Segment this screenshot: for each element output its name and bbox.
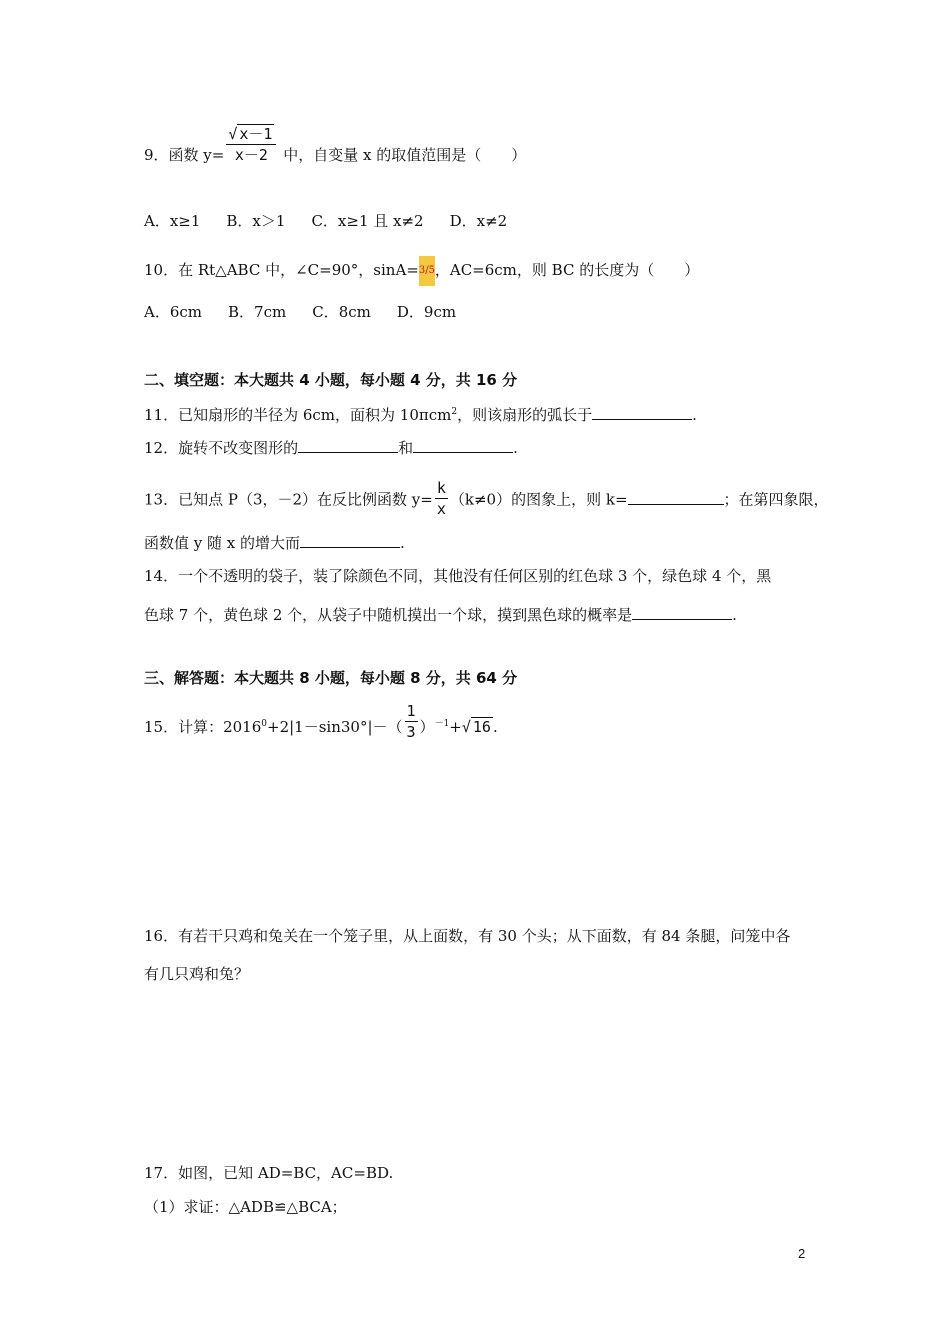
q10-option-a: A．6cm (144, 303, 203, 321)
q9-suffix: 中，自变量 x 的取值范围是（ ） (278, 146, 527, 164)
q13-mid: （k≠0）的图象上，则 k= (449, 490, 628, 509)
q9-option-c: C．x≥1 且 x≠2 (311, 212, 424, 230)
q12-answer-blank-1[interactable] (298, 437, 398, 453)
q11-end: . (692, 406, 697, 424)
q9-prefix: 9．函数 y= (144, 146, 225, 164)
q13-line2: 函数值 y 随 x 的增大而 (144, 534, 301, 552)
q12-prefix: 12．旋转不改变图形的 (144, 439, 299, 457)
q15-sqrt: √ 16 (461, 718, 491, 736)
q14-answer-blank[interactable] (632, 604, 732, 620)
q17-line1: 17．如图，已知 AD=BC，AC=BD. (144, 1164, 394, 1182)
q9-option-d: D．x≠2 (449, 212, 508, 230)
q13-end: . (400, 534, 405, 552)
q16-line2: 有几只鸡和兔？ (144, 965, 250, 983)
q11-answer-blank[interactable] (592, 404, 692, 420)
question-17 (144, 1163, 393, 1183)
q15-after: ） (419, 718, 435, 736)
question-14-line2 (144, 604, 737, 625)
q17-line2: （1）求证：△ADB≌△BCA； (144, 1198, 347, 1216)
q15-superscript-1: －1 (434, 719, 450, 729)
q15-superscript-0: 0 (261, 719, 267, 729)
question-11 (144, 402, 697, 425)
q14-line2: 色球 7 个，黄色球 2 个，从袋子中随机摸出一个球，摸到黑色球的概率是 (144, 606, 633, 624)
q15-prefix: 15．计算：2016 (144, 718, 262, 736)
q13-fraction (435, 478, 448, 519)
q11-suffix: ，则该扇形的弧长于 (457, 406, 593, 424)
q13-numerator: k (436, 479, 446, 497)
section-2-title: 二、填空题：本大题共 4 小题，每小题 4 分，共 16 分 (144, 371, 518, 389)
q13-after: ；在第四象限， (723, 490, 829, 509)
q15-denominator: 3 (406, 722, 416, 741)
q10-option-b: B．7cm (228, 303, 287, 321)
question-13-line2 (144, 532, 405, 553)
q10-option-c: C．8cm (312, 303, 371, 321)
q12-answer-blank-2[interactable] (413, 437, 513, 453)
question-12 (144, 437, 518, 458)
question-16 (144, 926, 790, 946)
q14-line1: 14．一个不透明的袋子，装了除颜色不同，其他没有任何区别的红色球 3 个，绿色球 4 个，黑 (144, 567, 772, 585)
q12-end: . (513, 439, 518, 457)
section-3-title: 三、解答题：本大题共 8 小题，每小题 8 分，共 64 分 (144, 669, 518, 687)
q12-mid: 和 (398, 439, 414, 457)
q9-fraction: $\frac{√ x-1}{x-2}$ (226, 124, 276, 165)
q15-sqrt-value: 16 (472, 718, 491, 736)
q9-denominator: x－2 (234, 145, 268, 164)
q10-prefix: 10．在 Rt△ABC 中，∠C=90°，sinA= (144, 261, 419, 279)
q15-numerator: 1 (406, 701, 416, 720)
q15-mid: +2|1－sin30°|－（ (267, 718, 403, 736)
q10-option-d: D．9cm (396, 303, 457, 321)
q10-options (144, 302, 482, 322)
question-10 (144, 256, 699, 286)
q11-superscript: 2 (451, 407, 458, 417)
question-17-part1 (144, 1197, 347, 1217)
page-number: 2 (798, 1246, 806, 1261)
question-15 (144, 701, 498, 742)
q13-answer-blank-1[interactable] (628, 489, 724, 505)
q15-fraction (405, 701, 418, 742)
q15-plus: + (449, 718, 462, 736)
question-9 (144, 124, 527, 165)
question-16-line2 (144, 964, 249, 984)
q13-answer-blank-2[interactable] (300, 532, 400, 548)
q13-denominator: x (436, 500, 446, 518)
q13-prefix: 13．已知点 P（3，－2）在反比例函数 y= (144, 490, 433, 509)
question-13 (144, 479, 829, 519)
q11-prefix: 11．已知扇形的半径为 6cm，面积为 10πcm (144, 406, 452, 424)
q10-suffix: ，AC=6cm，则 BC 的长度为（ ） (434, 261, 700, 279)
q9-option-a: A．x≥1 (144, 212, 201, 230)
q16-line1: 16．有若干只鸡和兔关在一个笼子里，从上面数，有 30 个头；从下面数，有 84 条腿，问笼中各 (144, 927, 791, 945)
q14-end: . (732, 606, 737, 624)
q15-end: . (492, 718, 498, 736)
formula-image-placeholder: 3/5 (419, 256, 435, 286)
q9-options (144, 211, 533, 231)
q9-option-b: B．x＞1 (226, 212, 286, 230)
q9-numerator: x－1 (239, 124, 273, 143)
question-14 (144, 566, 771, 586)
